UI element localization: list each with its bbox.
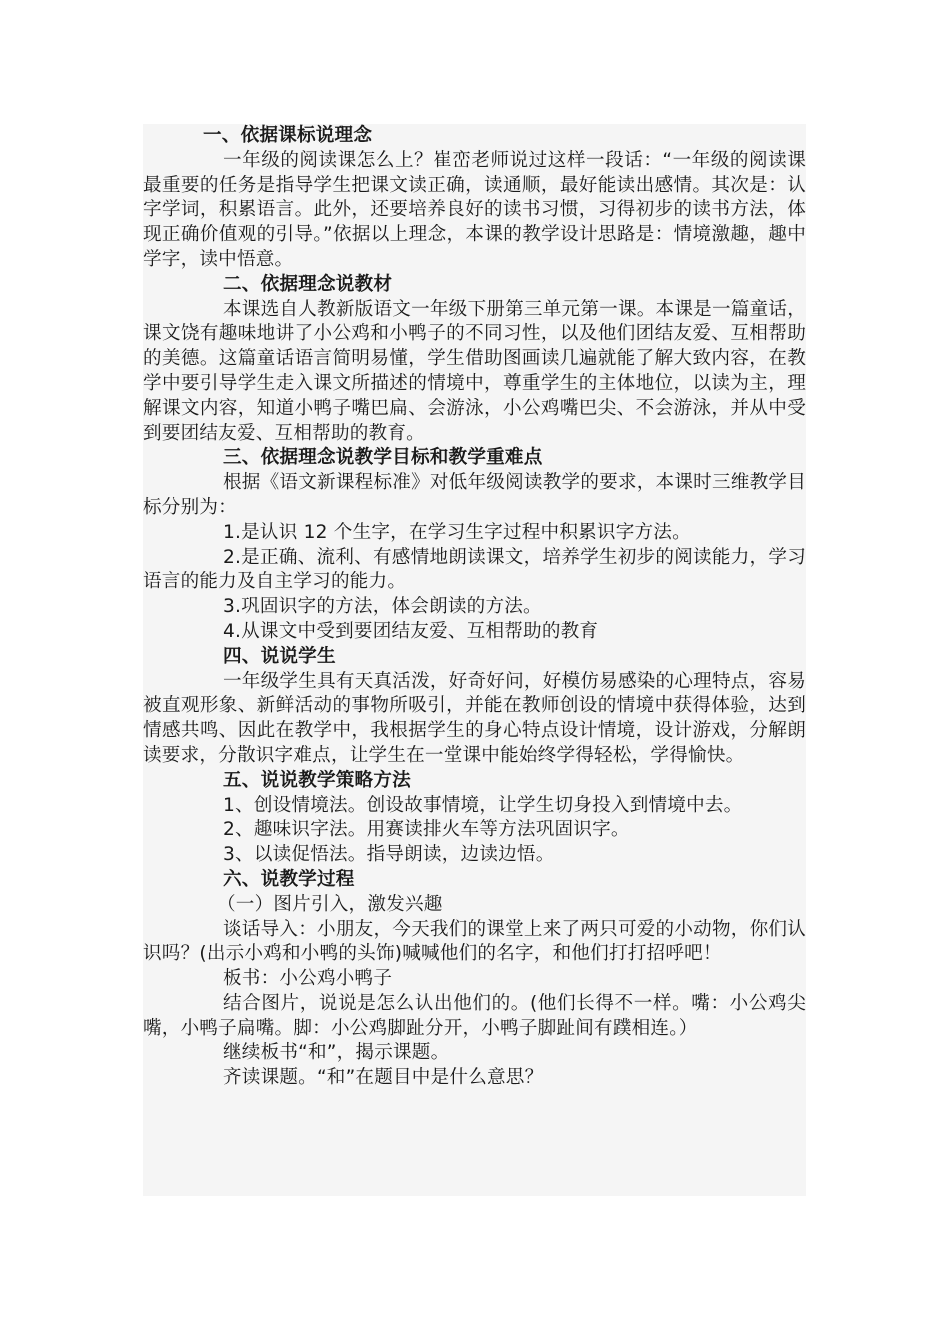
- section-heading: 一、依据课标说理念: [203, 125, 373, 146]
- paragraph: 本课选自人教新版语文一年级下册第三单元第一课。本课是一篇童话，课文饶有趣味地讲了小公鸡和小鸭子的不同习性，以及他们团结友爱、互相帮助的美德。这篇童话语言简明易懂，学生借助图画读几遍就能了解大致内容，在教学中要引导学生走入课文所描述的情境中，尊重学生的主体地位，以读为主，理解课文内容，知道小鸭子嘴巴扁、会游泳，小公鸡嘴巴尖、不会游泳，并从中受到要团结友爱、互相帮助的教育。: [143, 298, 806, 444]
- paragraph: 齐读课题。“和”在题目中是什么意思？: [223, 1067, 544, 1089]
- paragraph: 一年级学生具有天真活泼，好奇好问，好模仿易感染的心理特点，容易被直观形象、新鲜活动的事物所吸引，并能在教师创设的情境中获得体验，达到情感共鸣、因此在教学中，我根据学生的身心特点设计情境，设计游戏，分解朗读要求，分散识字难点，让学生在一堂课中能始终学得轻松，学得愉快。: [143, 670, 806, 766]
- paragraph: 2.是正确、流利、有感情地朗读课文，培养学生初步的阅读能力，学习语言的能力及自主学习的能力。: [143, 546, 806, 593]
- section-heading: 六、说教学过程: [223, 868, 355, 890]
- paragraph: 根据《语文新课程标准》对低年级阅读教学的要求，本课时三维教学目标分别为：: [143, 472, 806, 518]
- section-heading: 五、说说教学策略方法: [223, 769, 411, 791]
- paragraph: 谈话导入：小朋友，今天我们的课堂上来了两只可爱的小动物，你们认识吗？(出示小鸡和小鸭的头饰)喊喊他们的名字，和他们打打招呼吧！: [143, 918, 806, 965]
- paragraph: （一）图片引入，激发兴趣: [217, 893, 443, 915]
- paragraph: 4.从课文中受到要团结友爱、互相帮助的教育: [223, 620, 599, 642]
- paragraph: 一年级的阅读课怎么上？崔峦老师说过这样一段话：“一年级的阅读课最重要的任务是指导学生把课文读正确，读通顺，最好能读出感情。其次是：认字学词，积累语言。此外，还要培养良好的读书习惯，习得初步的读书方法，体现正确价值观的引导。”依据以上理念，本课的教学设计思路是：情境激趣，趣中学字，读中悟意。: [143, 149, 806, 270]
- document-body: [143, 124, 806, 1091]
- section-heading: 三、依据理念说教学目标和教学重难点: [223, 447, 543, 469]
- paragraph: 1、创设情境法。创设故事情境，让学生切身投入到情境中去。: [223, 794, 743, 816]
- paragraph: 2、趣味识字法。用赛读排火车等方法巩固识字。: [223, 819, 630, 841]
- section-heading: 二、依据理念说教材: [223, 273, 393, 295]
- paragraph: 1.是认识 12 个生字，在学习生字过程中积累识字方法。: [223, 521, 691, 543]
- paragraph: 结合图片，说说是怎么认出他们的。(他们长得不一样。嘴：小公鸡尖嘴，小鸭子扁嘴。脚：小公鸡脚趾分开，小鸭子脚趾间有蹼相连。）: [143, 992, 806, 1039]
- paragraph: 继续板书“和”，揭示课题。: [223, 1042, 450, 1064]
- paragraph: 3、以读促悟法。指导朗读，边读边悟。: [223, 844, 555, 866]
- paragraph: 板书：小公鸡小鸭子: [223, 968, 393, 990]
- section-heading: 四、说说学生: [223, 645, 336, 667]
- paragraph: 3.巩固识字的方法，体会朗读的方法。: [223, 596, 542, 618]
